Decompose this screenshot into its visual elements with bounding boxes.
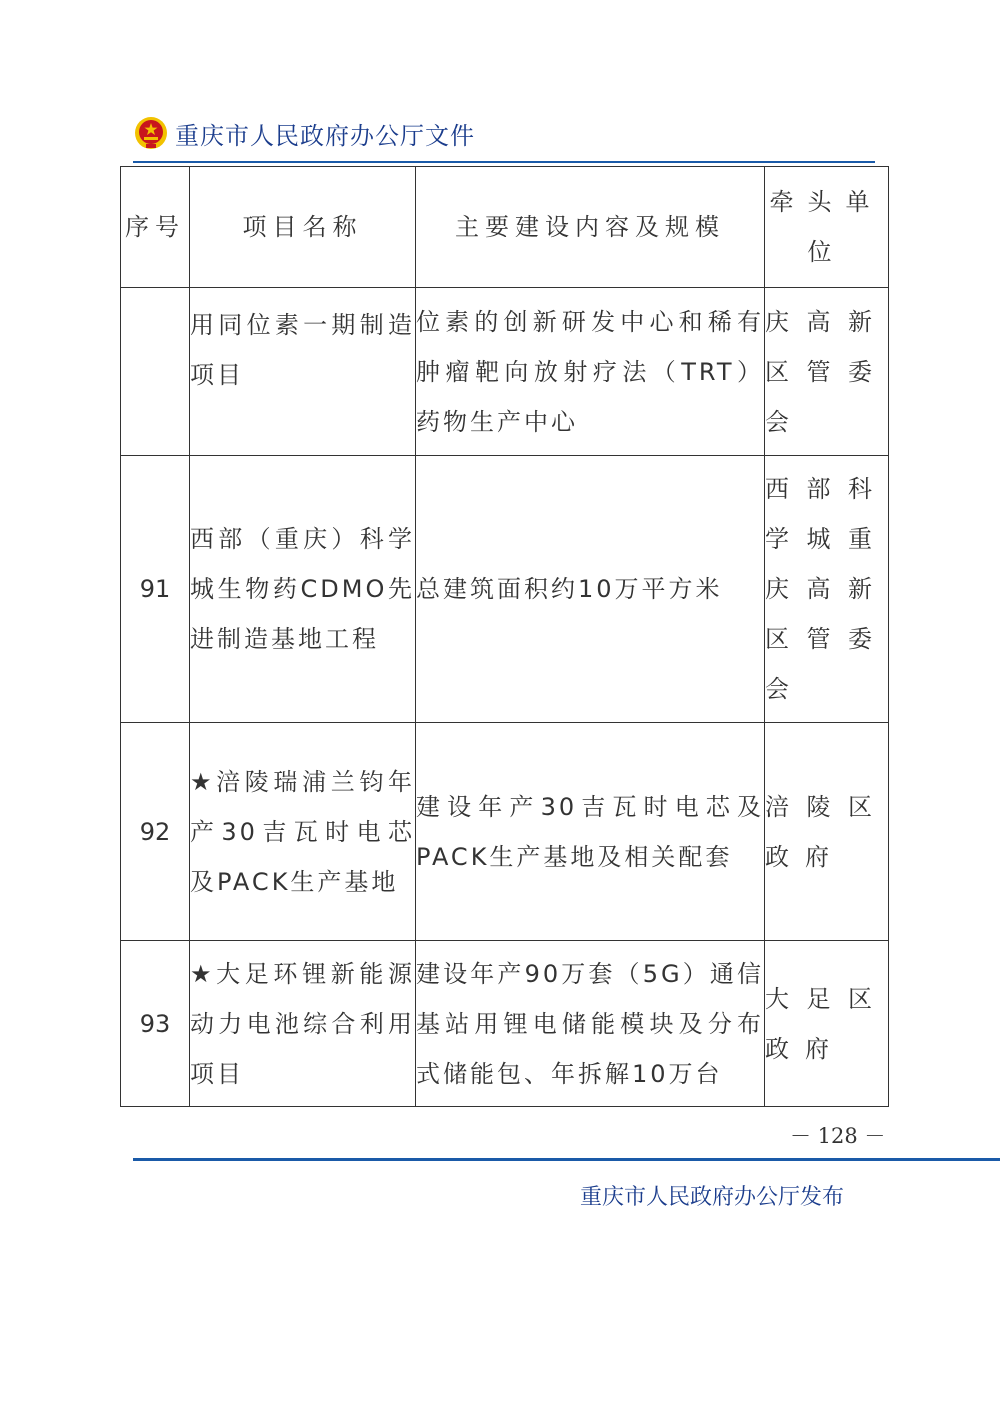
row-content: 总建筑面积约10万平方米 bbox=[416, 456, 765, 723]
row-content: 建设年产30吉瓦时电芯及PACK生产基地及相关配套 bbox=[416, 723, 765, 941]
row-unit: 西部科学城重庆高新区管委会 bbox=[765, 456, 889, 723]
table-row bbox=[121, 288, 889, 456]
row-num: 92 bbox=[121, 723, 190, 941]
footer-publisher: 重庆市人民政府办公厅发布 bbox=[580, 1185, 845, 1210]
col-header-num: 序号 bbox=[121, 167, 190, 288]
project-table bbox=[120, 166, 889, 1107]
row-num: 91 bbox=[121, 456, 190, 723]
row-unit: 庆高新区管委会 bbox=[765, 288, 889, 456]
col-header-name: 项目名称 bbox=[190, 167, 416, 288]
table-header-row bbox=[121, 167, 889, 288]
table-row bbox=[121, 456, 889, 723]
row-name: ★涪陵瑞浦兰钧年产30吉瓦时电芯及PACK生产基地 bbox=[190, 723, 416, 941]
document-header bbox=[133, 108, 475, 158]
row-unit: 涪陵区政府 bbox=[765, 723, 889, 941]
row-num: 93 bbox=[121, 941, 190, 1107]
national-emblem-icon bbox=[133, 115, 169, 151]
row-num bbox=[121, 288, 190, 456]
row-name: 西部（重庆）科学城生物药CDMO先进制造基地工程 bbox=[190, 456, 416, 723]
page-number: － 128 － bbox=[790, 1124, 886, 1148]
row-name: 用同位素一期制造项目 bbox=[190, 288, 416, 456]
col-header-unit: 牵头单位 bbox=[765, 167, 889, 288]
table-row bbox=[121, 941, 889, 1107]
header-title: 重庆市人民政府办公厅文件 bbox=[175, 121, 475, 150]
row-content: 建设年产90万套（5G）通信基站用锂电储能模块及分布式储能包、年拆解10万台 bbox=[416, 941, 765, 1107]
col-header-content: 主要建设内容及规模 bbox=[416, 167, 765, 288]
footer-divider bbox=[133, 1158, 1000, 1161]
row-unit: 大足区政府 bbox=[765, 941, 889, 1107]
row-content: 位素的创新研发中心和稀有肿瘤靶向放射疗法（TRT）药物生产中心 bbox=[416, 288, 765, 456]
row-name: ★大足环锂新能源动力电池综合利用项目 bbox=[190, 941, 416, 1107]
header-divider bbox=[133, 161, 875, 163]
table-row bbox=[121, 723, 889, 941]
